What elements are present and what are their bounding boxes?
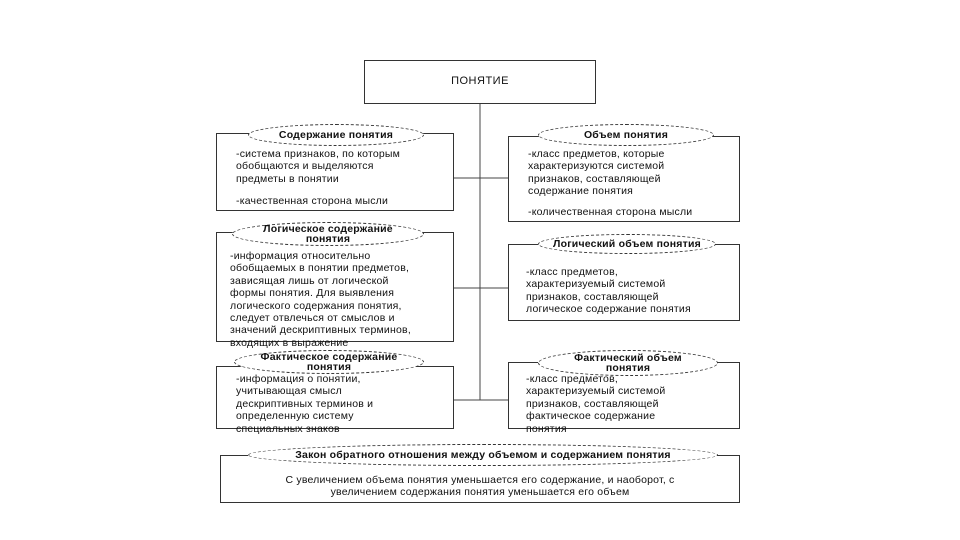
content-heading: Содержание понятия [248,124,424,146]
logical-content-text: -информация относительно обобщаемых в понятии предметов, зависящая лишь от логической формы понятия. Для выявления логического содержания понятия, следует отвлечься от смыслов и значений дескриптивных терминов, входящих в выражение [230,250,411,349]
law-heading: Закон обратного отношения между объемом и содержанием понятия [248,444,718,466]
logical-extension-text: -класс предметов, характеризуемый системой признаков, составляющей логическое содержание понятия [526,266,691,316]
extension-heading: Объем понятия [538,124,714,146]
content-extra: -качественная сторона мысли [236,195,389,207]
extension-text: -класс предметов, которые характеризуются системой признаков, составляющей содержание понятия [528,148,665,198]
factual-content-heading: Фактическое содержание понятия [234,350,424,374]
root-label: ПОНЯТИЕ [451,75,509,87]
factual-extension-heading: Фактический объем понятия [538,350,718,376]
logical-extension-heading: Логический объем понятия [538,234,716,254]
factual-extension-text: -класс предметов, характеризуемый системой признаков, составляющей фактическое содержание понятия [526,373,666,435]
root-box [364,60,596,104]
extension-extra: -количественная сторона мысли [528,206,693,218]
content-text: -система признаков, по которым обобщаются и выделяются предметы в понятии [236,148,401,185]
factual-content-text: -информация о понятии, учитывающая смысл дескриптивных терминов и определенную систему специальных знаков [236,373,374,435]
law-text: С увеличением объема понятия уменьшается его содержание, и наоборот, с увеличением содержания понятия уменьшается его объем [285,474,675,499]
logical-content-heading: Логическое содержание понятия [232,222,424,246]
